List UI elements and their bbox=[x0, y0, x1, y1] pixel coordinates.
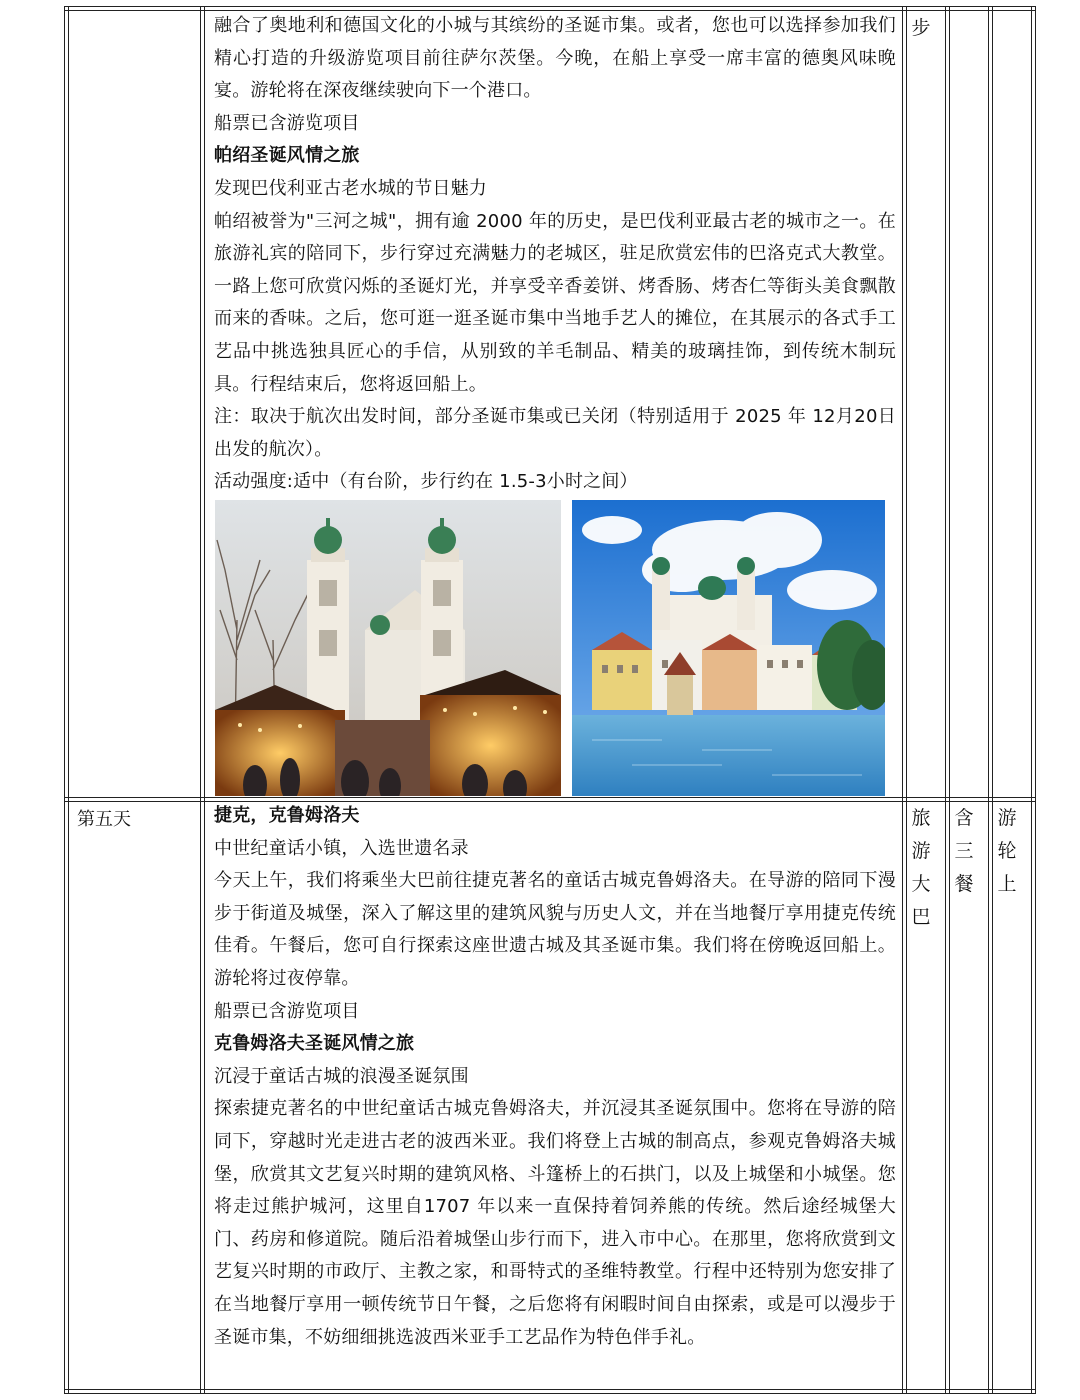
column-divider-description bbox=[902, 6, 907, 1394]
passau-riverside-panorama-photo bbox=[572, 500, 885, 796]
description-cell-row1 bbox=[214, 10, 896, 499]
day-label bbox=[69, 11, 200, 23]
destination-subtitle: 中世纪童话小镇，入选世遗名录 bbox=[214, 837, 469, 859]
day-cell-row1 bbox=[69, 11, 200, 797]
included-excursion-note: 船票已含游览项目 bbox=[214, 112, 360, 134]
day-description: 今天上午，我们将乘坐大巴前往捷克著名的童话古城克鲁姆洛夫。在导游的陪同下漫步于街道及城堡，深入了解这里的建筑风貌与历史人文，并在当地餐厅享用捷克传统佳肴。午餐后，您可自行探索这座世遗古城及其圣诞市集。我们将在傍晚返回船上。游轮将过夜停靠。 bbox=[214, 870, 896, 989]
table-border-right bbox=[1031, 6, 1036, 1394]
passau-cathedral-christmas-market-photo bbox=[215, 500, 561, 796]
excursion-subtitle: 发现巴伐利亚古老水城的节日魅力 bbox=[214, 177, 487, 199]
departure-note: 注：取决于航次出发时间，部分圣诞市集或已关闭（特别适用于 2025 年 12月20日出发的航次）。 bbox=[214, 406, 896, 460]
day-label: 第五天 bbox=[77, 809, 131, 830]
lodging-cell-row2 bbox=[996, 802, 1018, 901]
excursion-description: 探索捷克著名的中世纪童话古城克鲁姆洛夫，并沉浸其圣诞氛围中。您将在导游的陪同下，穿越时光走进古老的波西米亚。我们将登上古城的制高点，参观克鲁姆洛夫城堡，欣赏其文艺复兴时期的建筑风格、斗篷桥上的石拱门，以及上城堡和小城堡。您将走过熊护城河，这里自1707 年以来一直保持着饲养熊的传统。然后途经城堡大门、药房和修道院。随后沿着城堡山步行而下，进入市中心。在那里，您将欣赏到文艺复兴时期的市政厅、主教之家，和哥特式的圣维特教堂。行程中还特别为您安排了在当地餐厅享用一顿传统节日午餐，之后您将有闲暇时间自由探索，或是可以漫步于圣诞市集，不妨细细挑选波西米亚手工艺品作为特色伴手礼。 bbox=[214, 1098, 896, 1348]
itinerary-table bbox=[64, 6, 1036, 1394]
transport-cell-row2 bbox=[910, 802, 932, 934]
table-border-bottom bbox=[64, 1389, 1036, 1394]
excursion-subtitle: 沉浸于童话古城的浪漫圣诞氛围 bbox=[214, 1065, 469, 1087]
destination-title: 捷克，克鲁姆洛夫 bbox=[214, 805, 360, 826]
lodging-text: 游轮上 bbox=[997, 807, 1017, 895]
column-divider-day bbox=[200, 6, 205, 1394]
column-divider-transport bbox=[945, 6, 950, 1394]
activity-level: 活动强度:适中（有台阶，步行约在 1.5-3小时之间） bbox=[214, 471, 638, 493]
day-cell-row2 bbox=[69, 802, 200, 838]
excursion-title: 帕绍圣诞风情之旅 bbox=[214, 145, 360, 167]
transport-text: 步 bbox=[911, 17, 931, 39]
excursion-description: 帕绍被誉为"三河之城"，拥有逾 2000 年的历史，是巴伐利亚最古老的城市之一。在旅游礼宾的陪同下，步行穿过充满魅力的老城区，驻足欣赏宏伟的巴洛克式大教堂。一路上您可欣赏闪烁的圣诞灯光，并享受辛香姜饼、烤香肠、烤杏仁等街头美食飘散而来的香味。之后，您可逛一逛圣诞市集中当地手艺人的摊位，在其展示的各式手工艺品中挑选独具匠心的手信，从别致的羊毛制品、精美的玻璃挂饰，到传统木制玩具。行程结束后，您将返回船上。 bbox=[214, 210, 896, 395]
meals-cell-row2 bbox=[953, 802, 975, 901]
excursion-title: 克鲁姆洛夫圣诞风情之旅 bbox=[214, 1033, 415, 1055]
description-cell-row2 bbox=[214, 800, 896, 1354]
transport-cell-row1 bbox=[910, 12, 932, 45]
column-divider-meals bbox=[988, 6, 993, 1394]
meals-text: 含三餐 bbox=[954, 807, 974, 895]
transport-text: 旅游大巴 bbox=[911, 807, 931, 928]
included-excursion-note: 船票已含游览项目 bbox=[214, 1000, 360, 1022]
intro-paragraph: 融合了奥地利和德国文化的小城与其缤纷的圣诞市集。或者，您也可以选择参加我们精心打造的升级游览项目前往萨尔茨堡。今晚，在船上享受一席丰富的德奥风味晚宴。游轮将在深夜继续驶向下一个港口。 bbox=[214, 15, 896, 102]
